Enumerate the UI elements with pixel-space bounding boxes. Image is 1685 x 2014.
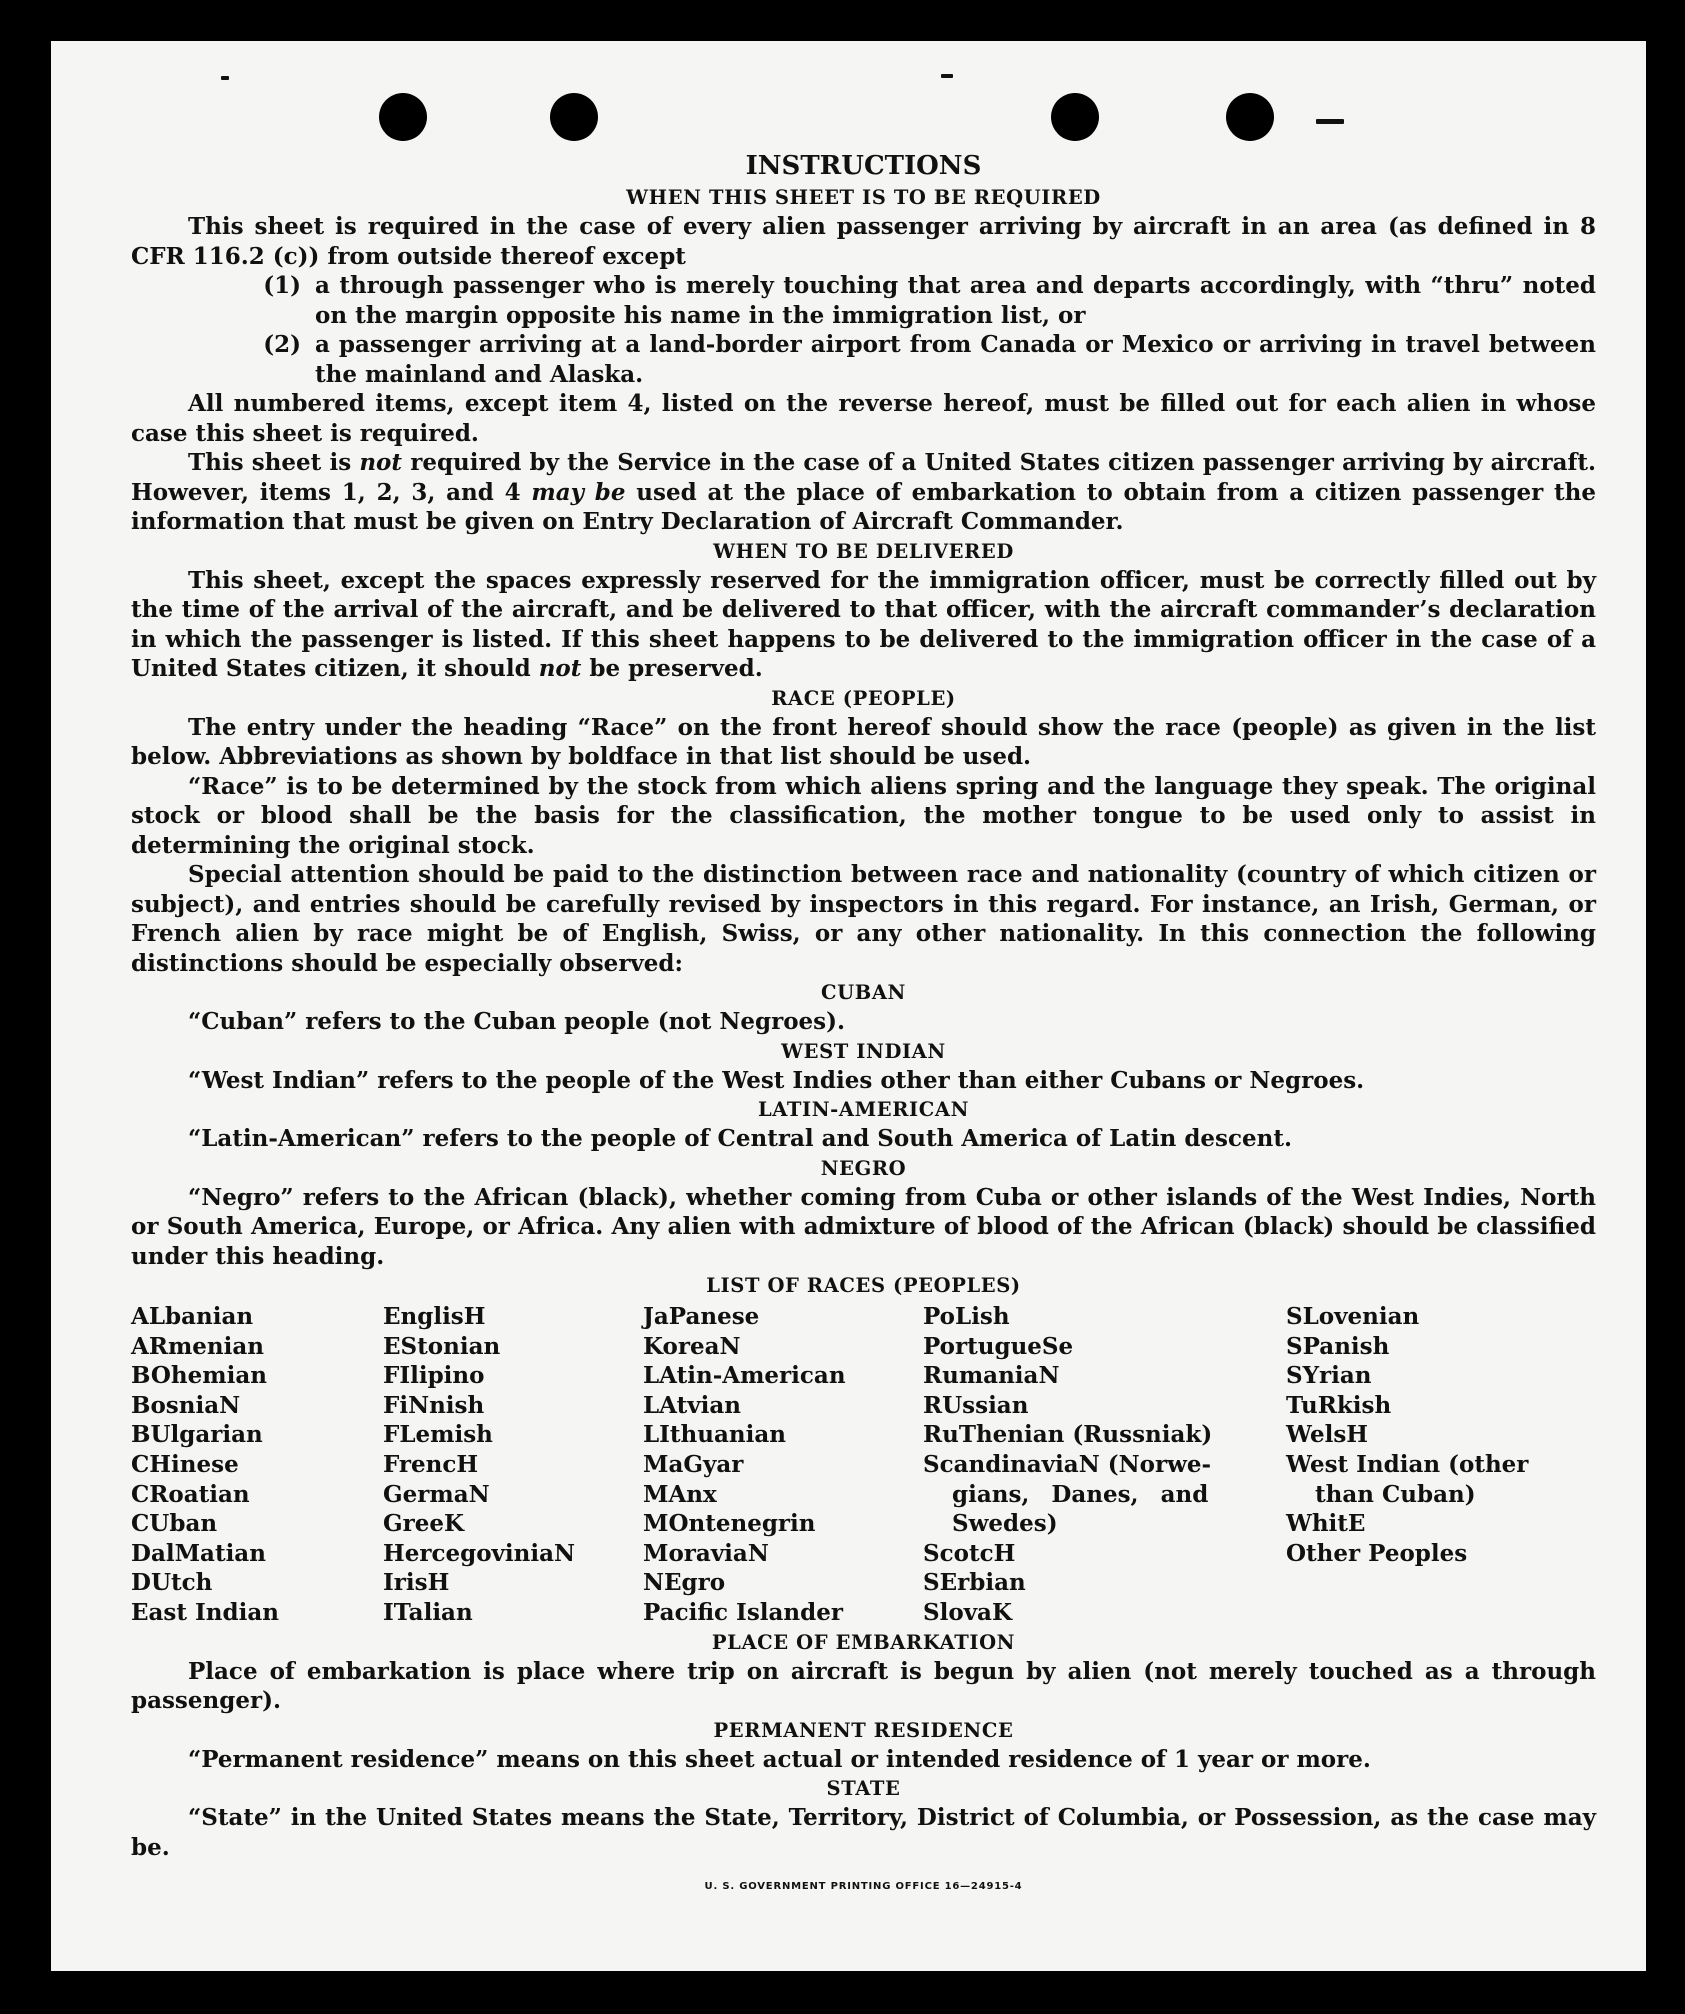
race-entry: Pacific Islander <box>643 1598 843 1626</box>
paragraph: “Permanent residence” means on this sheet actual or intended residence of 1 year or more. <box>188 1745 1371 1773</box>
speck-mark <box>221 76 229 80</box>
speck-mark <box>941 74 953 78</box>
race-entry-continued: gians, Danes, and <box>952 1480 1209 1508</box>
item-number: (2) <box>263 331 301 358</box>
race-entry: EnglisH <box>383 1303 486 1330</box>
race-entry: ARmenian <box>131 1332 265 1360</box>
race-entry: PortugueSe <box>923 1332 1074 1360</box>
race-entry: ScandinaviaN (Norwe- <box>923 1450 1212 1478</box>
race-entry: BosniaN <box>131 1391 241 1419</box>
race-entry: DalMatian <box>131 1539 266 1567</box>
race-entry: MaGyar <box>643 1450 744 1478</box>
item-number: (1) <box>263 272 301 299</box>
races-column <box>643 1302 923 1628</box>
race-entry: JaPanese <box>643 1303 760 1330</box>
list-item <box>131 271 1596 330</box>
race-entry: MAnx <box>643 1480 717 1508</box>
document-page <box>51 41 1646 1971</box>
section-heading-negro: NEGRO <box>820 1156 907 1180</box>
races-column <box>131 1302 383 1628</box>
race-entry: RUssian <box>923 1391 1029 1419</box>
race-entry: HercegoviniaN <box>383 1539 576 1567</box>
race-entry-continued: Swedes) <box>952 1510 1058 1538</box>
section-heading-residence: PERMANENT RESIDENCE <box>713 1718 1014 1742</box>
race-entry: SErbian <box>923 1569 1026 1597</box>
race-entry: DUtch <box>131 1569 213 1597</box>
race-entry: RumaniaN <box>923 1362 1060 1390</box>
race-entry: LIthuanian <box>643 1421 786 1449</box>
race-entry: WelsH <box>1286 1421 1369 1449</box>
race-entry: KoreaN <box>643 1332 741 1360</box>
section-heading-embarkation: PLACE OF EMBARKATION <box>711 1630 1016 1654</box>
section-heading-state: STATE <box>826 1777 901 1801</box>
race-entry: PoLish <box>923 1303 1010 1330</box>
section-heading-cuban: CUBAN <box>821 981 906 1004</box>
race-entry-continued: than Cuban) <box>1315 1480 1476 1508</box>
races-column <box>383 1302 643 1628</box>
section-heading-delivered: WHEN TO BE DELIVERED <box>713 539 1014 563</box>
paragraph: This sheet, except the spaces expressly reserved for the immigration officer, must be correctly filled out by the time of the arrival of the aircraft, and be delivered to that officer, with the aircraft commander’s declaration in which the passenger is listed. If this sheet happens to be delivered to the immigration officer in the case of a United States citizen, it should not be preserved. <box>131 566 1596 682</box>
race-entry: ITalian <box>383 1598 473 1626</box>
race-entry: CHinese <box>131 1450 239 1478</box>
race-entry: WhitE <box>1286 1510 1366 1538</box>
race-entry: IrisH <box>383 1569 450 1597</box>
race-entry: FiNnish <box>383 1391 485 1419</box>
paragraph: “Negro” refers to the African (black), whether coming from Cuba or other islands of the West Indies, North or South America, Europe, or Africa. Any alien with admixture of blood of the African (black) should be classified under this heading. <box>131 1183 1596 1270</box>
race-entry: BUlgarian <box>131 1421 263 1449</box>
list-item <box>131 330 1596 389</box>
race-entry: FrencH <box>383 1450 479 1478</box>
race-entry: FIlipino <box>383 1362 485 1390</box>
race-entry: MoraviaN <box>643 1539 769 1567</box>
paragraph: All numbered items, except item 4, listed on the reverse hereof, must be filled out for each alien in whose case this sheet is required. <box>131 390 1596 447</box>
race-entry: RuThenian (Russniak) <box>923 1421 1213 1449</box>
paragraph: “Race” is to be determined by the stock from which aliens spring and the language they speak. The original stock or blood shall be the basis for the classification, the mother tongue to be used only to assist in determining the original stock. <box>131 772 1596 859</box>
race-entry: EStonian <box>383 1332 501 1360</box>
paragraph: The entry under the heading “Race” on the front hereof should show the race (people) as given in the list below. Abbreviations as shown by boldface in that list should be used. <box>131 713 1596 770</box>
section-heading-required: WHEN THIS SHEET IS TO BE REQUIRED <box>626 186 1101 209</box>
race-entry: TuRkish <box>1286 1391 1392 1419</box>
paragraph: “State” in the United States means the State, Territory, District of Columbia, or Possession, as the case may be. <box>131 1804 1596 1861</box>
paragraph: Special attention should be paid to the distinction between race and nationality (country of which citizen or subject), and entries should be carefully revised by inspectors in this regard. For instance, an Irish, German, or French alien by race might be of English, Swiss, or any other nationality. In this connection the following distinctions should be especially observed: <box>131 861 1596 977</box>
races-column <box>1286 1302 1596 1628</box>
paragraph: This sheet is required in the case of every alien passenger arriving by aircraft in an area (as defined in 8 CFR 116.2 (c)) from outside thereof except <box>131 213 1596 270</box>
paragraph: “West Indian” refers to the people of the West Indies other than either Cubans or Negroes. <box>188 1066 1365 1094</box>
paragraph: “Latin-American” refers to the people of Central and South America of Latin descent. <box>188 1125 1292 1152</box>
paragraph: This sheet is not required by the Service in the case of a United States citizen passenger arriving by aircraft. However, items 1, 2, 3, and 4 may be used at the place of embarkation to obtain from a citizen passenger the information that must be given on Entry Declaration of Aircraft Commander. <box>131 449 1596 535</box>
page-title: INSTRUCTIONS <box>745 151 982 181</box>
printer-imprint: U. S. GOVERNMENT PRINTING OFFICE 16—24915-4 <box>704 1881 1023 1893</box>
race-entry: West Indian (other <box>1286 1450 1529 1478</box>
race-entry: LAtvian <box>643 1391 741 1419</box>
paragraph: Place of embarkation is place where trip on aircraft is begun by alien (not merely touched as a through passenger). <box>131 1657 1596 1715</box>
paragraph: “Cuban” refers to the Cuban people (not Negroes). <box>188 1008 846 1035</box>
instructions-content <box>131 103 1596 1902</box>
item-text: a passenger arriving at a land-border airport from Canada or Mexico or arriving in travel between the mainland and Alaska. <box>315 331 1596 388</box>
races-list <box>131 1302 1596 1628</box>
item-text: a through passenger who is merely touching that area and departs accordingly, with “thru” noted on the margin opposite his name in the immigration list, or <box>315 272 1596 329</box>
race-entry: FLemish <box>383 1421 493 1449</box>
race-entry: ALbanian <box>131 1303 254 1330</box>
race-entry: SlovaK <box>923 1598 1012 1626</box>
section-heading-latin-american: LATIN-AMERICAN <box>757 1098 970 1121</box>
race-entry: GreeK <box>383 1510 465 1538</box>
section-heading-list-of-races: LIST OF RACES (PEOPLES) <box>706 1274 1021 1297</box>
races-column <box>923 1302 1286 1628</box>
race-entry: SLovenian <box>1286 1303 1420 1330</box>
race-entry: NEgro <box>643 1569 726 1597</box>
race-entry: BOhemian <box>131 1362 267 1390</box>
race-entry: Other Peoples <box>1286 1539 1468 1567</box>
race-entry: GermaN <box>383 1480 490 1508</box>
race-entry: SYrian <box>1286 1362 1372 1390</box>
race-entry: ScotcH <box>923 1539 1016 1567</box>
race-entry: East Indian <box>131 1598 279 1626</box>
race-entry: MOntenegrin <box>643 1510 816 1538</box>
race-entry: LAtin-American <box>643 1362 846 1390</box>
race-entry: CRoatian <box>131 1480 250 1508</box>
race-entry: SPanish <box>1286 1332 1390 1360</box>
section-heading-race: RACE (PEOPLE) <box>771 686 956 710</box>
race-entry: CUban <box>131 1510 218 1538</box>
section-heading-west-indian: WEST INDIAN <box>781 1039 946 1063</box>
